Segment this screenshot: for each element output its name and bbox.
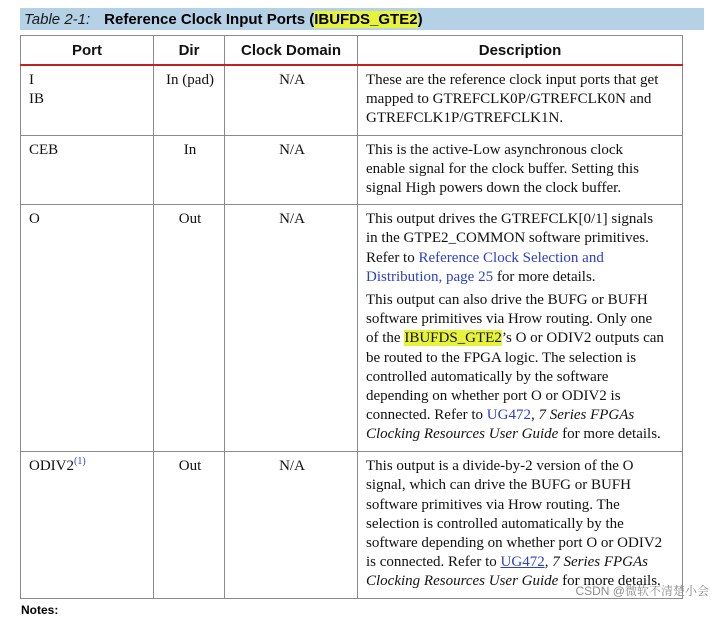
description-cell: These are the reference clock input ports that get mapped to GTREFCLK0P/GTREFCLK0N and GTREFCLK1P/GTREFCLK1N. [358,65,683,135]
description-paragraph: This output can also drive the BUFG or BUFH software primitives via Hrow routing. Only one of the IBUFDS_GTE2’s O or ODIV2 outputs can be routed to the FPGA logic. The selection is controlled automatically by the software depending on whether port O or ODIV2 is connected. Refer to UG472, 7 Series FPGAs Clocking Resources User Guide for more details. [366,292,664,443]
caption-number: Table 2-1: [24,11,91,28]
table-row [21,65,683,135]
port-cell [21,65,154,135]
ref-clock-selection-link[interactable]: Reference Clock Selection and [418,249,604,266]
watermark: CSDN @微软不清楚小会 [575,584,709,598]
port-cell [21,135,154,205]
footnote-ref[interactable]: (1) [74,456,86,468]
description-paragraph: This output drives the GTREFCLK[0/1] signals in the GTPE2_COMMON software primitives. Refer to Reference Clock Selection and Distribution, page 25 for more details. [366,211,654,285]
description-cell: This output is a divide-by-2 version of the O signal, which can drive the BUFG or BUFH software primitives via Hrow routing. The selection is controlled automatically by the software depending on whether port O or ODIV2 is connected. Refer to UG472, 7 Series FPGAs Clocking Resources User Guide for more details. [358,452,683,598]
header-dir: Dir [154,36,225,66]
port-name: O [29,211,40,228]
caption-title: Reference Clock Input Ports (IBUFDS_GTE2) [104,11,423,28]
description-cell [358,205,683,452]
ibufds-highlight: IBUFDS_GTE2 [404,330,502,347]
description-cell: This is the active-Low asynchronous clock enable signal for the clock buffer. Setting this signal High powers down the clock buffer. [358,135,683,205]
ug472-link[interactable]: UG472 [500,554,545,571]
table-caption [24,10,423,30]
port-name: IB [29,91,44,108]
dir-cell: In (pad) [154,65,225,135]
header-port: Port [21,36,154,66]
distribution-page-link[interactable]: Distribution, page 25 [366,268,494,285]
notes-label: Notes: [21,603,59,617]
dir-cell: In [154,135,225,205]
clock-domain-cell: N/A [225,205,358,452]
header-clock-domain: Clock Domain [225,36,358,66]
header-description: Description [358,36,683,66]
dir-cell: Out [154,452,225,598]
port-name: I [29,72,34,88]
clock-domain-cell: N/A [225,65,358,135]
port-cell [21,205,154,452]
caption-highlight: IBUFDS_GTE2 [314,11,418,28]
ug472-link[interactable]: UG472 [486,407,531,424]
ports-table [20,35,683,599]
clock-domain-cell: N/A [225,135,358,205]
table-header-row [21,36,683,66]
table-row [21,135,683,205]
dir-cell: Out [154,205,225,452]
port-name: ODIV2 [29,458,74,475]
table-row [21,452,683,598]
port-name: CEB [29,141,59,158]
port-cell [21,452,154,598]
table-row [21,205,683,452]
clock-domain-cell: N/A [225,452,358,598]
